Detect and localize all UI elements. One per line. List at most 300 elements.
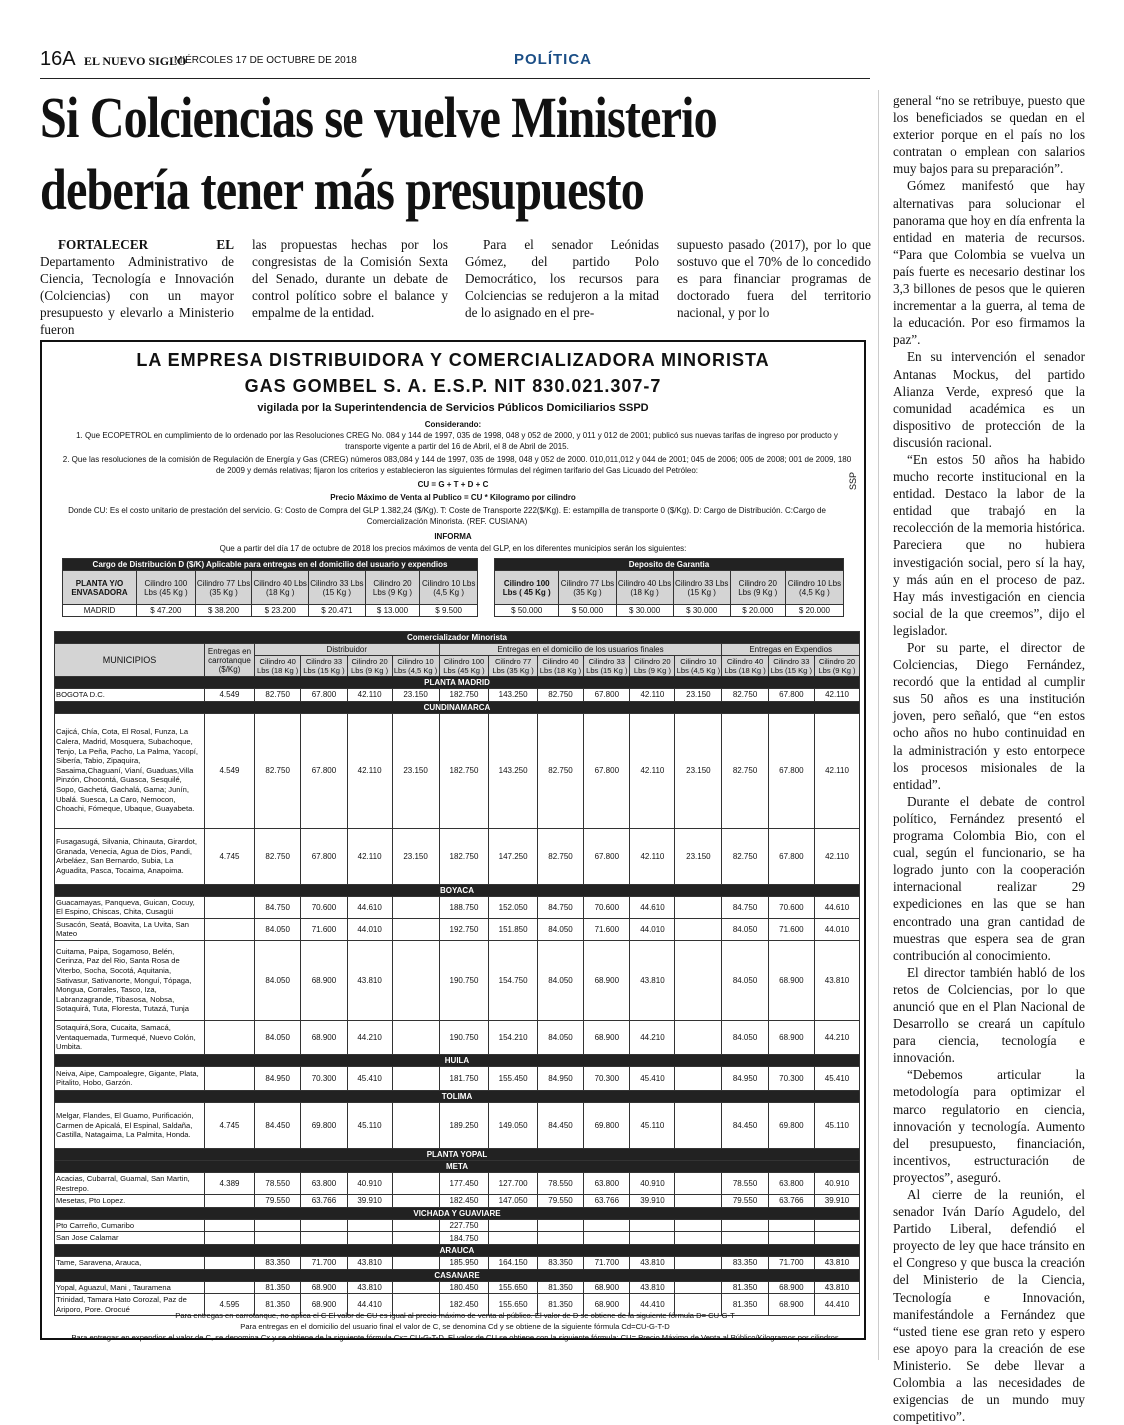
table-row (55, 1020, 860, 1054)
price-cell: 67.800 (301, 713, 347, 828)
price-cell: 63.766 (301, 1195, 347, 1208)
carrotanque-cell (205, 896, 255, 918)
table-cell: $ 20.000 (785, 605, 843, 617)
price-cell: 154.750 (489, 940, 537, 1020)
price-cell: 44.410 (815, 1294, 860, 1316)
paragraph: En su intervención el senador Antanas Mockus, del partido Alianza Verde, expresó que la comunidad académica es un dispositivo de protección de la discusión racional. (893, 349, 1085, 450)
region-label: HUILA (55, 1054, 860, 1066)
price-cell: 68.900 (768, 1281, 814, 1294)
price-cell: 155.650 (489, 1294, 537, 1316)
cylinder-col-header: Cilindro 20 Lbs (9 Kg ) (815, 656, 860, 677)
notice-subtitle: vigilada por la Superintendencia de Servicios Públicos Domiciliarios SSPD (257, 402, 649, 414)
price-cell: 147.250 (489, 828, 537, 884)
price-cell: 82.750 (722, 828, 768, 884)
price-cell (301, 1232, 347, 1245)
distribution-header: Cargo de Distribución D ($/K) Aplicable para entregas en el domicilio del usuario y expendios (63, 559, 478, 571)
price-cell: 68.900 (584, 1020, 630, 1054)
price-cell (584, 1232, 630, 1245)
price-cell: 42.110 (347, 689, 392, 702)
price-cell: 68.900 (768, 1294, 814, 1316)
price-cell: 43.810 (815, 1256, 860, 1269)
sspd-stamp: SSP (848, 472, 858, 491)
price-cell: 45.110 (815, 1102, 860, 1148)
price-cell: 68.900 (768, 940, 814, 1020)
price-cell: 79.550 (722, 1195, 768, 1208)
price-cell: 68.900 (584, 1294, 630, 1316)
price-cell: 45.110 (347, 1102, 392, 1148)
price-cell (630, 1232, 675, 1245)
price-cell (347, 1232, 392, 1245)
price-cell: 23.150 (675, 689, 722, 702)
price-cell: 84.050 (537, 940, 583, 1020)
cylinder-col-header: Cilindro 20 Lbs (9 Kg ) (630, 656, 675, 677)
table-cell: $ 20.471 (309, 605, 366, 617)
cylinder-col-header: Cilindro 40 Lbs (18 Kg ) (537, 656, 583, 677)
table-row (55, 1066, 860, 1090)
paragraph: Gómez manifestó que hay alternativas para solucionar el panorama que hoy en día enfrenta la entidad en materia de recursos. “Para que Colombia se vuelva un país fuerte es necesario destinar los 3,3 billones de pesos que le quieren incrementar a la guerra, al tema de la educación. Por eso firmamos la paz”. (893, 178, 1085, 348)
deposit-header: Deposito de Garantia (495, 559, 844, 571)
price-cell: 190.750 (439, 940, 489, 1020)
price-cell: 84.950 (722, 1066, 768, 1090)
table-cell: $ 30.000 (616, 605, 673, 617)
price-cell: 43.810 (815, 940, 860, 1020)
region-label: PLANTA YOPAL (55, 1148, 860, 1160)
paragraph: general “no se retribuye, puesto que los beneficiados se quedan en el exterior porque en el país no los contratan o emplean con salarios muy bajos para su preparación”. (893, 93, 1085, 177)
table-cell: $ 38.200 (195, 605, 252, 617)
carrotanque-cell (205, 1066, 255, 1090)
price-cell: 67.800 (584, 828, 630, 884)
price-cell: 81.350 (255, 1294, 301, 1316)
municipality-cell: Neiva, Aipe, Campoalegre, Gigante, Plata, Pitalito, Hobo, Garzón. (55, 1066, 205, 1090)
price-cell: 44.210 (815, 1020, 860, 1054)
price-cell: 43.810 (347, 1281, 392, 1294)
price-cell: 63.800 (768, 1172, 814, 1194)
price-cell: 84.450 (255, 1102, 301, 1148)
distribution-charge-table (62, 558, 478, 617)
price-cell: 84.750 (537, 896, 583, 918)
price-cell: 188.750 (439, 896, 489, 918)
price-cell: 43.810 (630, 940, 675, 1020)
price-cell: 79.550 (537, 1195, 583, 1208)
footnote: Para entregas en carrotanque, no aplica el C El valor de CU es igual al precio máximo de venta al público. El valor de D se obtiene de la siguiente fórmula D= CU-G-T (175, 1311, 735, 1320)
considerando-1: 1. Que ECOPETROL en cumplimiento de lo ordenado por las Resoluciones CREG No. 084 y 144 de 1997, 035 de 1998, 048 y 052 de 2000, y 011 y 012 de 2001; publicó sus nuevas tarifas de ingreso por producto y transporte vigente a partir del 16 de Abril, el 8 de Abril de 2015. (76, 431, 838, 451)
price-cell: 43.810 (347, 1256, 392, 1269)
carrotanque-cell: 4.549 (205, 713, 255, 828)
price-cell (630, 1219, 675, 1232)
price-cell: 81.350 (255, 1281, 301, 1294)
price-cell: 63.766 (768, 1195, 814, 1208)
lead-in: FORTALECER EL (58, 237, 234, 252)
price-cell: 190.750 (439, 1020, 489, 1054)
article-column-3 (465, 236, 659, 321)
region-label: BOYACA (55, 884, 860, 896)
price-cell: 185.950 (439, 1256, 489, 1269)
price-cell: 67.800 (768, 713, 814, 828)
region-label: CUNDINAMARCA (55, 701, 860, 713)
region-label: META (55, 1160, 860, 1172)
price-table-header: Comercializador Minorista (55, 632, 860, 644)
price-cell: 84.050 (722, 940, 768, 1020)
price-cell (722, 1219, 768, 1232)
carrotanque-cell (205, 1232, 255, 1245)
municipality-cell: Guacamayas, Panqueva, Guican, Cocuy, El Espino, Chiscas, Chita, Cusagüi (55, 896, 205, 918)
price-cell: 23.150 (392, 713, 439, 828)
price-cell: 63.766 (584, 1195, 630, 1208)
price-cell: 84.050 (722, 918, 768, 940)
paragraph: “Debemos articular la metodología para optimizar el marco regulatorio en ciencia, innovación y tecnología. Aumento del presupuesto, financiación, incentivos, estructuración de proyectos”, aseguró. (893, 1067, 1085, 1185)
price-cell (675, 1281, 722, 1294)
price-table-body (55, 677, 860, 1316)
price-cell: 182.450 (439, 1195, 489, 1208)
price-cell: 71.600 (584, 918, 630, 940)
col-header: Cilindro 20 Lbs (9 Kg ) (365, 571, 420, 605)
price-cell: 68.900 (301, 1281, 347, 1294)
row-label: MADRID (63, 605, 137, 617)
column-1-text: Departamento Administrativo de Ciencia, Tecnología e Innovación (Colciencias) con un mayor presupuesto y elevarlo a Ministerio fueron (40, 254, 234, 337)
price-cell: 82.750 (722, 689, 768, 702)
table-cell: $ 9.500 (420, 605, 478, 617)
page-number: 16A (40, 48, 76, 70)
price-cell: 143.250 (489, 713, 537, 828)
price-cell: 82.750 (537, 828, 583, 884)
informa-text: Que a partir del día 17 de octubre de 2018 los precios máximos de venta del GLP, en los diferentes municipios serán los siguientes: (219, 544, 687, 553)
table-cell: $ 13.000 (365, 605, 420, 617)
price-cell: 42.110 (630, 689, 675, 702)
region-row (55, 701, 860, 713)
price-cell: 43.810 (347, 940, 392, 1020)
price-cell: 69.800 (301, 1102, 347, 1148)
deposit-table (494, 558, 844, 617)
carrotanque-cell: 4.595 (205, 1294, 255, 1316)
price-cell (392, 1281, 439, 1294)
cylinder-col-header: Cilindro 20 Lbs (9 Kg ) (347, 656, 392, 677)
price-cell: 127.700 (489, 1172, 537, 1194)
region-row (55, 884, 860, 896)
table-cell: $ 23.200 (252, 605, 309, 617)
price-cell: 67.800 (301, 689, 347, 702)
informa-heading: INFORMA (434, 532, 472, 541)
municipality-cell: BOGOTA D.C. (55, 689, 205, 702)
price-cell: 84.050 (255, 1020, 301, 1054)
region-row (55, 1269, 860, 1281)
price-cell: 67.800 (584, 689, 630, 702)
price-cell: 152.050 (489, 896, 537, 918)
price-cell: 177.450 (439, 1172, 489, 1194)
price-cell: 84.950 (255, 1066, 301, 1090)
notice-company: GAS GOMBEL S. A. E.S.P. NIT 830.021.307-7 (244, 376, 662, 396)
price-cell (675, 896, 722, 918)
issue-date: MIÉRCOLES 17 DE OCTUBRE DE 2018 (174, 55, 357, 66)
price-cell (537, 1219, 583, 1232)
price-cell: 155.450 (489, 1066, 537, 1090)
price-cell (392, 1102, 439, 1148)
article-right-column (893, 92, 1085, 1425)
table-cell: $ 50.000 (495, 605, 559, 617)
price-cell: 68.900 (584, 940, 630, 1020)
formula-definitions: Donde CU: Es el costo unitario de prestación del servicio. G: Costo de Compra del GLP 1.382,24 ($/Kg). T: Coste de Transporte 222($/Kg). E: estampilla de transporte 0 ($/Kg). D: Cargo de Distribución. C:Cargo de Comercialización Minorista. (REF. CUSIANA) (68, 506, 826, 526)
price-cell (489, 1219, 537, 1232)
cylinder-col-header: Cilindro 33 Lbs (15 Kg ) (768, 656, 814, 677)
table-row (55, 1172, 860, 1194)
carrotanque-cell (205, 1219, 255, 1232)
price-cell: 83.350 (255, 1256, 301, 1269)
price-cell: 44.410 (347, 1294, 392, 1316)
price-cell (675, 918, 722, 940)
masthead-rule (40, 78, 870, 79)
price-cell: 81.350 (722, 1281, 768, 1294)
cylinder-col-header: Cilindro 40 Lbs (18 Kg ) (722, 656, 768, 677)
table-row (55, 1232, 860, 1245)
price-cell: 84.950 (537, 1066, 583, 1090)
price-cell (768, 1219, 814, 1232)
price-cell: 42.110 (347, 713, 392, 828)
col-header: Cilindro 33 Lbs (15 Kg ) (673, 571, 730, 605)
region-label: ARAUCA (55, 1244, 860, 1256)
price-cell: 68.900 (301, 1294, 347, 1316)
price-cell: 70.300 (768, 1066, 814, 1090)
price-cell: 84.050 (722, 1020, 768, 1054)
price-cell (584, 1219, 630, 1232)
price-cell: 40.910 (347, 1172, 392, 1194)
region-row (55, 1244, 860, 1256)
price-cell: 23.150 (675, 828, 722, 884)
region-row (55, 1160, 860, 1172)
carrotanque-cell (205, 918, 255, 940)
price-cell: 84.750 (722, 896, 768, 918)
price-cell: 82.750 (537, 689, 583, 702)
municipality-cell: Mesetas, Pto Lopez. (55, 1195, 205, 1208)
table-row (55, 896, 860, 918)
price-cell: 44.610 (815, 896, 860, 918)
price-cell (255, 1232, 301, 1245)
carrotanque-cell (205, 1256, 255, 1269)
price-cell: 44.010 (347, 918, 392, 940)
region-row (55, 677, 860, 689)
price-cell (489, 1232, 537, 1245)
price-cell: 149.050 (489, 1102, 537, 1148)
price-cell: 40.910 (815, 1172, 860, 1194)
carrotanque-cell (205, 1020, 255, 1054)
price-cell: 70.600 (584, 896, 630, 918)
carrotanque-cell: 4.745 (205, 1102, 255, 1148)
price-cell: 39.910 (815, 1195, 860, 1208)
table-row (55, 1281, 860, 1294)
region-row (55, 1054, 860, 1066)
price-cell: 147.050 (489, 1195, 537, 1208)
price-cell (392, 1066, 439, 1090)
price-cell: 83.350 (537, 1256, 583, 1269)
table-row (55, 1256, 860, 1269)
price-cell: 181.750 (439, 1066, 489, 1090)
region-label: TOLIMA (55, 1090, 860, 1102)
price-cell: 78.550 (255, 1172, 301, 1194)
price-cell: 151.850 (489, 918, 537, 940)
price-cell: 40.910 (630, 1172, 675, 1194)
price-cell: 192.750 (439, 918, 489, 940)
carrotanque-header: Entregas en carrotanque ($/Kg) (205, 644, 255, 677)
price-cell: 44.210 (630, 1020, 675, 1054)
price-cell: 45.110 (630, 1102, 675, 1148)
price-cell (675, 1102, 722, 1148)
price-cell: 45.410 (630, 1066, 675, 1090)
municipality-cell: Acacias, Cubarral, Guamal, San Martin, Restrepo. (55, 1172, 205, 1194)
price-cell: 68.900 (301, 1020, 347, 1054)
headline-line-2: debería tener más presupuesto (40, 157, 644, 222)
price-cell: 81.350 (537, 1294, 583, 1316)
price-cell: 182.750 (439, 713, 489, 828)
col-header: Cilindro 77 Lbs (35 Kg ) (559, 571, 616, 605)
price-cell: 182.750 (439, 828, 489, 884)
price-cell: 42.110 (815, 689, 860, 702)
cylinder-col-header: Cilindro 77 Lbs (35 Kg ) (489, 656, 537, 677)
article-column-2 (252, 236, 448, 321)
notice-title: LA EMPRESA DISTRIBUIDORA Y COMERCIALIZADORA MINORISTA (136, 350, 770, 370)
price-cell: 68.900 (301, 940, 347, 1020)
cylinder-col-header: Cilindro 33 Lbs (15 Kg ) (301, 656, 347, 677)
section-label: POLÍTICA (514, 51, 592, 68)
municipality-cell: Sotaquirá,Sora, Cucaita, Samacá, Ventaquemada, Turmequé, Nuevo Colón, Umbita. (55, 1020, 205, 1054)
table-row (55, 1219, 860, 1232)
price-cell: 44.410 (630, 1294, 675, 1316)
carrotanque-cell: 4.389 (205, 1172, 255, 1194)
price-cell: 78.550 (722, 1172, 768, 1194)
price-cell (815, 1219, 860, 1232)
table-row (55, 1195, 860, 1208)
price-cell (392, 1195, 439, 1208)
price-cell: 81.350 (537, 1281, 583, 1294)
price-cell (392, 1219, 439, 1232)
price-table (54, 631, 860, 1316)
price-cell: 227.750 (439, 1219, 489, 1232)
price-cell: 44.010 (630, 918, 675, 940)
table-cell: $ 47.200 (137, 605, 196, 617)
home-delivery-group-header: Entregas en el domicilio de los usuarios finales (439, 644, 722, 656)
price-cell (392, 896, 439, 918)
gas-tariff-notice (40, 340, 866, 1340)
price-cell: 82.750 (537, 713, 583, 828)
price-cell: 71.700 (768, 1256, 814, 1269)
price-cell: 84.450 (537, 1102, 583, 1148)
price-cell: 42.110 (347, 828, 392, 884)
masthead (40, 48, 870, 76)
cylinder-col-header: Cilindro 33 Lbs (15 Kg ) (584, 656, 630, 677)
price-cell (675, 1195, 722, 1208)
price-cell (255, 1219, 301, 1232)
table-cell: $ 30.000 (673, 605, 730, 617)
price-cell (675, 1219, 722, 1232)
considerando-heading: Considerando: (424, 420, 482, 429)
price-cell: 71.600 (301, 918, 347, 940)
price-cell: 44.610 (630, 896, 675, 918)
col-header: Cilindro 40 Lbs (18 Kg ) (252, 571, 309, 605)
price-cell (675, 1020, 722, 1054)
price-cell (768, 1232, 814, 1245)
column-3-text: Para el senador Leónidas Gómez, del partido Polo Democrático, los recursos para Colciencias se redujeron a la mitad de lo asignado en el pre- (465, 237, 659, 320)
price-cell: 84.750 (255, 896, 301, 918)
municipality-cell: Yopal, Aguazul, Mani , Tauramena (55, 1281, 205, 1294)
carrotanque-cell (205, 940, 255, 1020)
price-cell: 42.110 (630, 828, 675, 884)
price-cell: 184.750 (439, 1232, 489, 1245)
footnote: Para entregas en el domicilio del usuario final el valor de C, se denomina Cd y se obtiene de la siguiente fórmula Cd=CU-G-T-D (240, 1322, 670, 1331)
price-cell: 154.210 (489, 1020, 537, 1054)
column-2-text: las propuestas hechas por los congresistas de la Comisión Sexta del Senado, durante un debate de control político sobre el balance y empalme de la entidad. (252, 237, 448, 320)
price-cell: 79.550 (255, 1195, 301, 1208)
price-cell (301, 1219, 347, 1232)
headline (40, 82, 870, 226)
municipality-cell: Susacón, Seatá, Boavita, La Uvita, San Mateo (55, 918, 205, 940)
col-header: Cilindro 100 Lbs ( 45 Kg ) (495, 571, 559, 605)
price-cell: 39.910 (347, 1195, 392, 1208)
price-cell: 63.800 (301, 1172, 347, 1194)
price-cell: 83.350 (722, 1256, 768, 1269)
price-cell (392, 1172, 439, 1194)
region-label: CASANARE (55, 1269, 860, 1281)
price-cell (815, 1232, 860, 1245)
price-cell: 68.900 (768, 1020, 814, 1054)
formula-price: Precio Máximo de Venta al Publico = CU * Kilogramo por cilindro (330, 493, 576, 502)
table-row (55, 828, 860, 884)
price-cell: 143.250 (489, 689, 537, 702)
col-header: Cilindro 33 Lbs (15 Kg ) (309, 571, 366, 605)
price-cell: 67.800 (584, 713, 630, 828)
price-cell: 42.110 (815, 828, 860, 884)
municipality-cell: Melgar, Flandes, El Guamo, Purificación, Carmen de Apicalá, El Espinal, Saldaña, Castilla, Natagaima, La Palmita, Honda. (55, 1102, 205, 1148)
distributor-group-header: Distribuidor (255, 644, 440, 656)
price-cell (675, 1172, 722, 1194)
considerando-2: 2. Que las resoluciones de la comisión de Regulación de Energía y Gas (CREG) números 083,084 y 144 de 1997, 035 de 1998, 048 y 052 de 2000. 010,011,012 y 044 de 2001; 045 de 2006; 005 de 2008; 001 de 2009, 180 de 2009 y demás relativas; fijaron los criterios y establecieron las siguientes fórmulas del régimen tarifario del Gas Licuado del Petróleo: (62, 455, 852, 475)
col-header: Cilindro 20 Lbs (9 Kg ) (730, 571, 785, 605)
region-label: PLANTA MADRID (55, 677, 860, 689)
carrotanque-cell: 4.745 (205, 828, 255, 884)
notice-footnotes (52, 1310, 858, 1343)
price-cell: 81.350 (722, 1294, 768, 1316)
price-cell: 69.800 (768, 1102, 814, 1148)
footnote: Para entregas en expendios el valor de C, se denomina Cx y se obtiene de la siguiente fórmula Cx= CU-G-T-D. El valor de CU se obtiene con la siguiente fórmula: CU= Precio Máximo de Venta al Público/Kilogramos por cilindros (71, 1333, 839, 1342)
municipality-cell: San Jose Calamar (55, 1232, 205, 1245)
price-cell (675, 1256, 722, 1269)
price-cell: 70.600 (768, 896, 814, 918)
price-cell: 84.050 (537, 918, 583, 940)
cylinder-col-header: Cilindro 100 Lbs (45 Kg ) (439, 656, 489, 677)
price-cell: 63.800 (584, 1172, 630, 1194)
municipios-header: MUNICIPIOS (55, 644, 205, 677)
price-cell: 84.450 (722, 1102, 768, 1148)
price-cell (537, 1232, 583, 1245)
price-cell: 82.750 (255, 828, 301, 884)
table-row (55, 918, 860, 940)
price-cell (675, 1066, 722, 1090)
table-row (55, 713, 860, 828)
price-cell: 45.410 (347, 1066, 392, 1090)
price-cell: 84.050 (255, 918, 301, 940)
column-divider (878, 90, 879, 1360)
headline-line-1: Si Colciencias se vuelve Ministerio (40, 85, 717, 150)
table-cell: $ 50.000 (559, 605, 616, 617)
carrotanque-cell: 4.549 (205, 689, 255, 702)
paragraph: El director también habló de los retos de Colciencias, por lo que anunció que en el Plan Nacional de Desarrollo se creará un capítulo para ciencia, tecnología e innovación. (893, 964, 1085, 1066)
carrotanque-cell (205, 1281, 255, 1294)
price-cell: 68.900 (584, 1281, 630, 1294)
price-cell: 43.810 (630, 1256, 675, 1269)
price-cell: 43.810 (630, 1281, 675, 1294)
price-cell: 42.110 (815, 713, 860, 828)
price-cell: 42.110 (630, 713, 675, 828)
price-cell: 45.410 (815, 1066, 860, 1090)
price-cell: 71.700 (301, 1256, 347, 1269)
table-row (55, 940, 860, 1020)
column-4-text: supuesto pasado (2017), por lo que sostuvo que el 70% de lo concedido es para financiar programas de doctorado fuera del territorio nacional, y por lo (677, 237, 871, 320)
